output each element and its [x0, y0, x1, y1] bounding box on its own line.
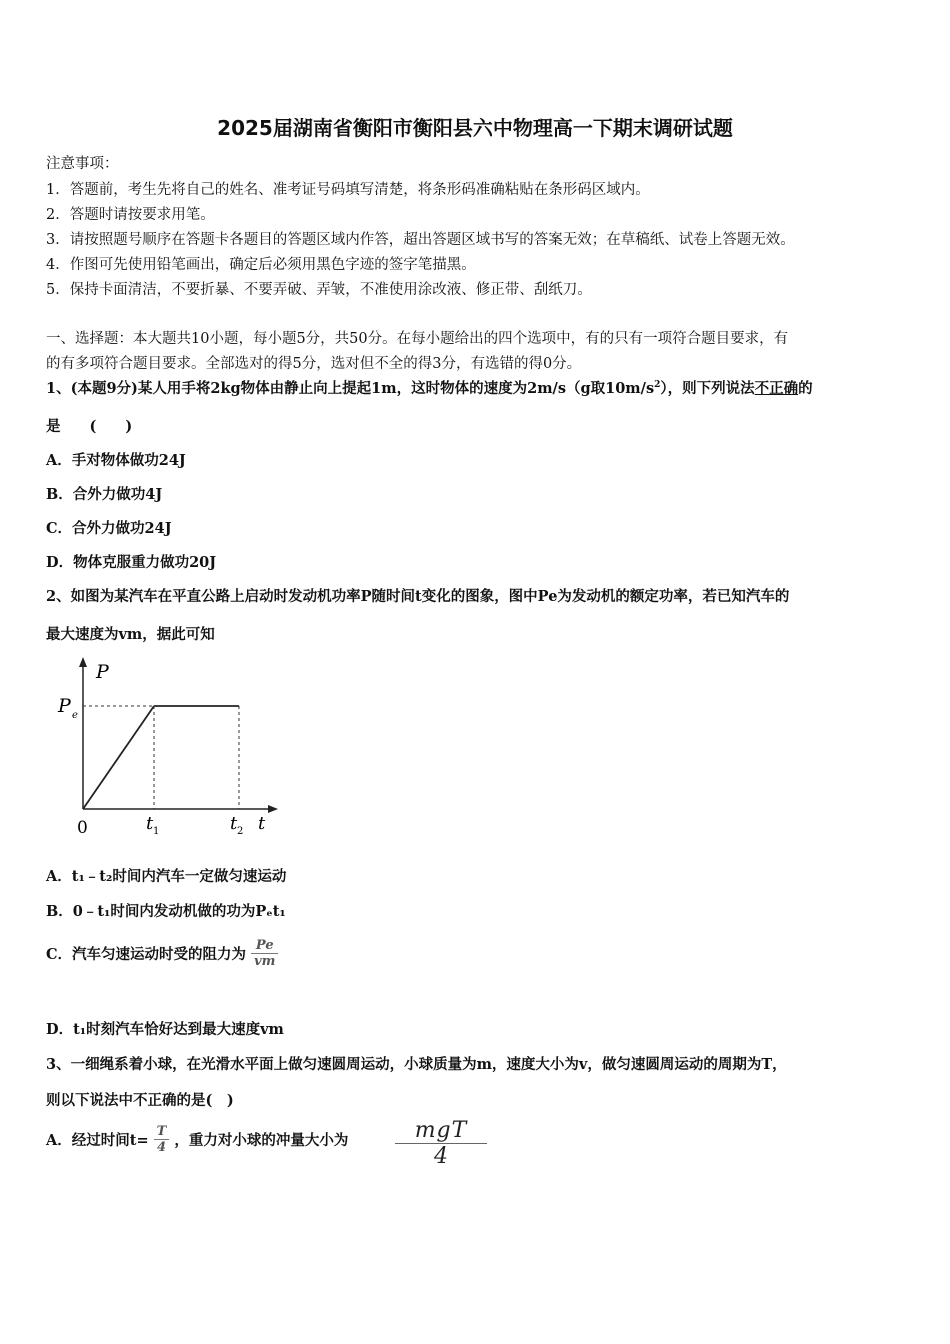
option-c[interactable]: C．汽车匀速运动时受的阻力为 $\frac{Pe}{vm}$ [46, 938, 278, 969]
option-d[interactable]: D．t₁时刻汽车恰好达到最大速度vm [46, 1021, 284, 1038]
option-a[interactable]: A．手对物体做功24J [46, 452, 186, 469]
y-axis-label: P [96, 661, 109, 683]
origin-label: 0 [77, 818, 88, 838]
option-b[interactable]: B．合外力做功4J [46, 486, 163, 503]
ramp-line [83, 706, 154, 809]
option-b[interactable]: B．0﹣t₁时间内发动机做的功为Pₑt₁ [46, 903, 286, 920]
notice-item: 1．答题前，考生先将自己的姓名、准考证号码填写清楚，将条形码准确粘贴在条形码区域内。 [46, 182, 650, 198]
notice-item: 2．答题时请按要求用笔。 [46, 207, 215, 223]
question-2-stem-cont: 最大速度为vm，据此可知 [46, 626, 215, 643]
page-title: 2025届湖南省衡阳市衡阳县六中物理高一下期末调研试题 [217, 116, 733, 140]
section-instructions-line: 一、选择题：本大题共10小题，每小题5分，共50分。在每小题给出的四个选项中，有的只有一项符合题目要求，有 [46, 331, 789, 347]
pe-label: P [58, 695, 71, 717]
option-a[interactable]: A．t₁﹣t₂时间内汽车一定做匀速运动 [46, 868, 287, 885]
section-instructions-line: 的有多项符合题目要求。全部选对的得5分，选对但不全的得3分，有选错的得0分。 [46, 356, 582, 372]
option-c[interactable]: C．合外力做功24J [46, 520, 172, 537]
resistance-fraction: $\frac{Pe}{vm}$ [251, 938, 278, 969]
t1-subscript: 1 [153, 826, 160, 837]
option-a[interactable]: A．经过时间t= $\frac{T}{4}$ ，重力对小球的冲量大小为 [46, 1124, 349, 1155]
t2-label: t [230, 813, 238, 834]
x-axis-arrow [268, 805, 278, 813]
x-axis-label: t [258, 813, 266, 834]
question-3-stem: 3、一细绳系着小球，在光滑水平面上做匀速圆周运动，小球质量为m，速度大小为v，做匀速圆周运动的周期为T， [46, 1056, 787, 1073]
pe-subscript: e [72, 710, 78, 721]
t2-subscript: 2 [237, 826, 244, 837]
question-3-stem-cont: 则以下说法中不正确的是( ) [46, 1092, 234, 1109]
power-time-graph [50, 655, 290, 845]
notice-heading: 注意事项： [46, 156, 119, 172]
t1-label: t [146, 813, 154, 834]
question-2-stem: 2、如图为某汽车在平直公路上启动时发动机功率P随时间t变化的图象，图中Pe为发动机的额定功率，若已知汽车的 [46, 588, 790, 605]
question-1-stem-cont: 是 ( ) [46, 418, 133, 435]
time-fraction: $\frac{T}{4}$ [154, 1124, 170, 1155]
notice-item: 3．请按照题号顺序在答题卡各题目的答题区域内作答，超出答题区域书写的答案无效；在草稿纸、试卷上答题无效。 [46, 232, 795, 248]
y-axis-arrow [79, 657, 87, 667]
impulse-fraction: mgT 4 [395, 1118, 487, 1170]
question-1-stem: 1、(本题9分)某人用手将2kg物体由静止向上提起1m，这时物体的速度为2m/s（g取$10m/s^2$），则下列说法不正确的 [46, 380, 813, 397]
notice-item: 4．作图可先使用铅笔画出，确定后必须用黑色字迹的签字笔描黑。 [46, 257, 476, 273]
option-d[interactable]: D．物体克服重力做功20J [46, 554, 217, 571]
notice-item: 5．保持卡面清洁，不要折暴、不要弄破、弄皱，不准使用涂改液、修正带、刮纸刀。 [46, 282, 592, 298]
